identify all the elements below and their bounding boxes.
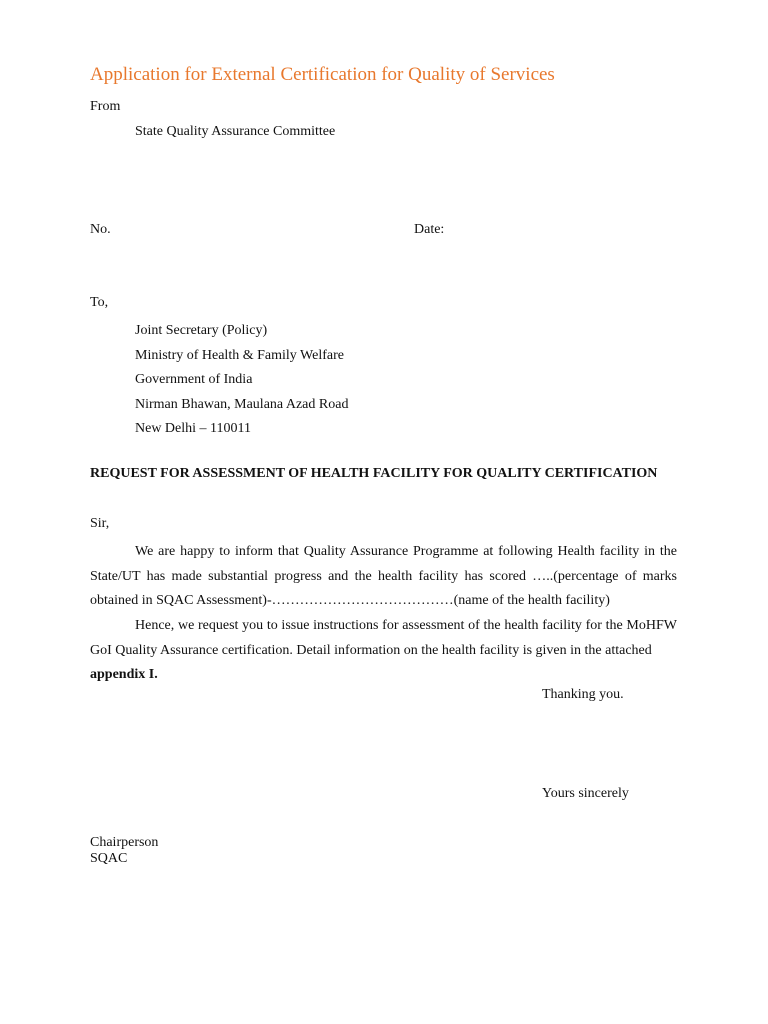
paragraph-line: We are happy to inform that Quality Assurance Programme at following Health facility in the [135, 544, 677, 559]
paragraph-line: obtained in SQAC Assessment)-…………………………………(name of the health facility) [90, 593, 610, 609]
closing-thanks: Thanking you. [542, 687, 624, 702]
signature-block [90, 835, 158, 867]
signatory-org: SQAC [90, 851, 128, 866]
salutation: Sir, [90, 516, 110, 531]
address-line: Ministry of Health & Family Welfare [135, 347, 344, 363]
paragraph-line: State/UT has made substantial progress and the health facility has scored …..(percentage of marks [90, 568, 677, 584]
body-paragraph-1 [90, 540, 677, 614]
address-line: Nirman Bhawan, Maulana Azad Road [135, 396, 349, 412]
paragraph-line: GoI Quality Assurance certification. Detail information on the health facility is given in the attached [90, 642, 652, 658]
address-line: Joint Secretary (Policy) [135, 323, 268, 338]
address-line: New Delhi – 110011 [135, 421, 251, 437]
subject-line: REQUEST FOR ASSESSMENT OF HEALTH FACILITY FOR QUALITY CERTIFICATION [90, 466, 658, 481]
to-label: To, [90, 295, 109, 310]
closing-yours-sincerely: Yours sincerely [542, 786, 629, 801]
from-label: From [90, 99, 121, 114]
body-paragraph-2 [90, 614, 677, 688]
date-label: Date: [414, 222, 445, 237]
recipient-address [135, 319, 348, 442]
appendix-reference: appendix I. [90, 667, 158, 683]
signatory-title: Chairperson [90, 835, 159, 850]
paragraph-line: Hence, we request you to issue instructions for assessment of the health facility for the MoHFW [135, 618, 677, 633]
reference-number-label: No. [90, 222, 111, 237]
address-line: Government of India [135, 372, 253, 388]
from-organization: State Quality Assurance Committee [135, 124, 336, 139]
document-title: Application for External Certification for Quality of Services [90, 64, 555, 85]
